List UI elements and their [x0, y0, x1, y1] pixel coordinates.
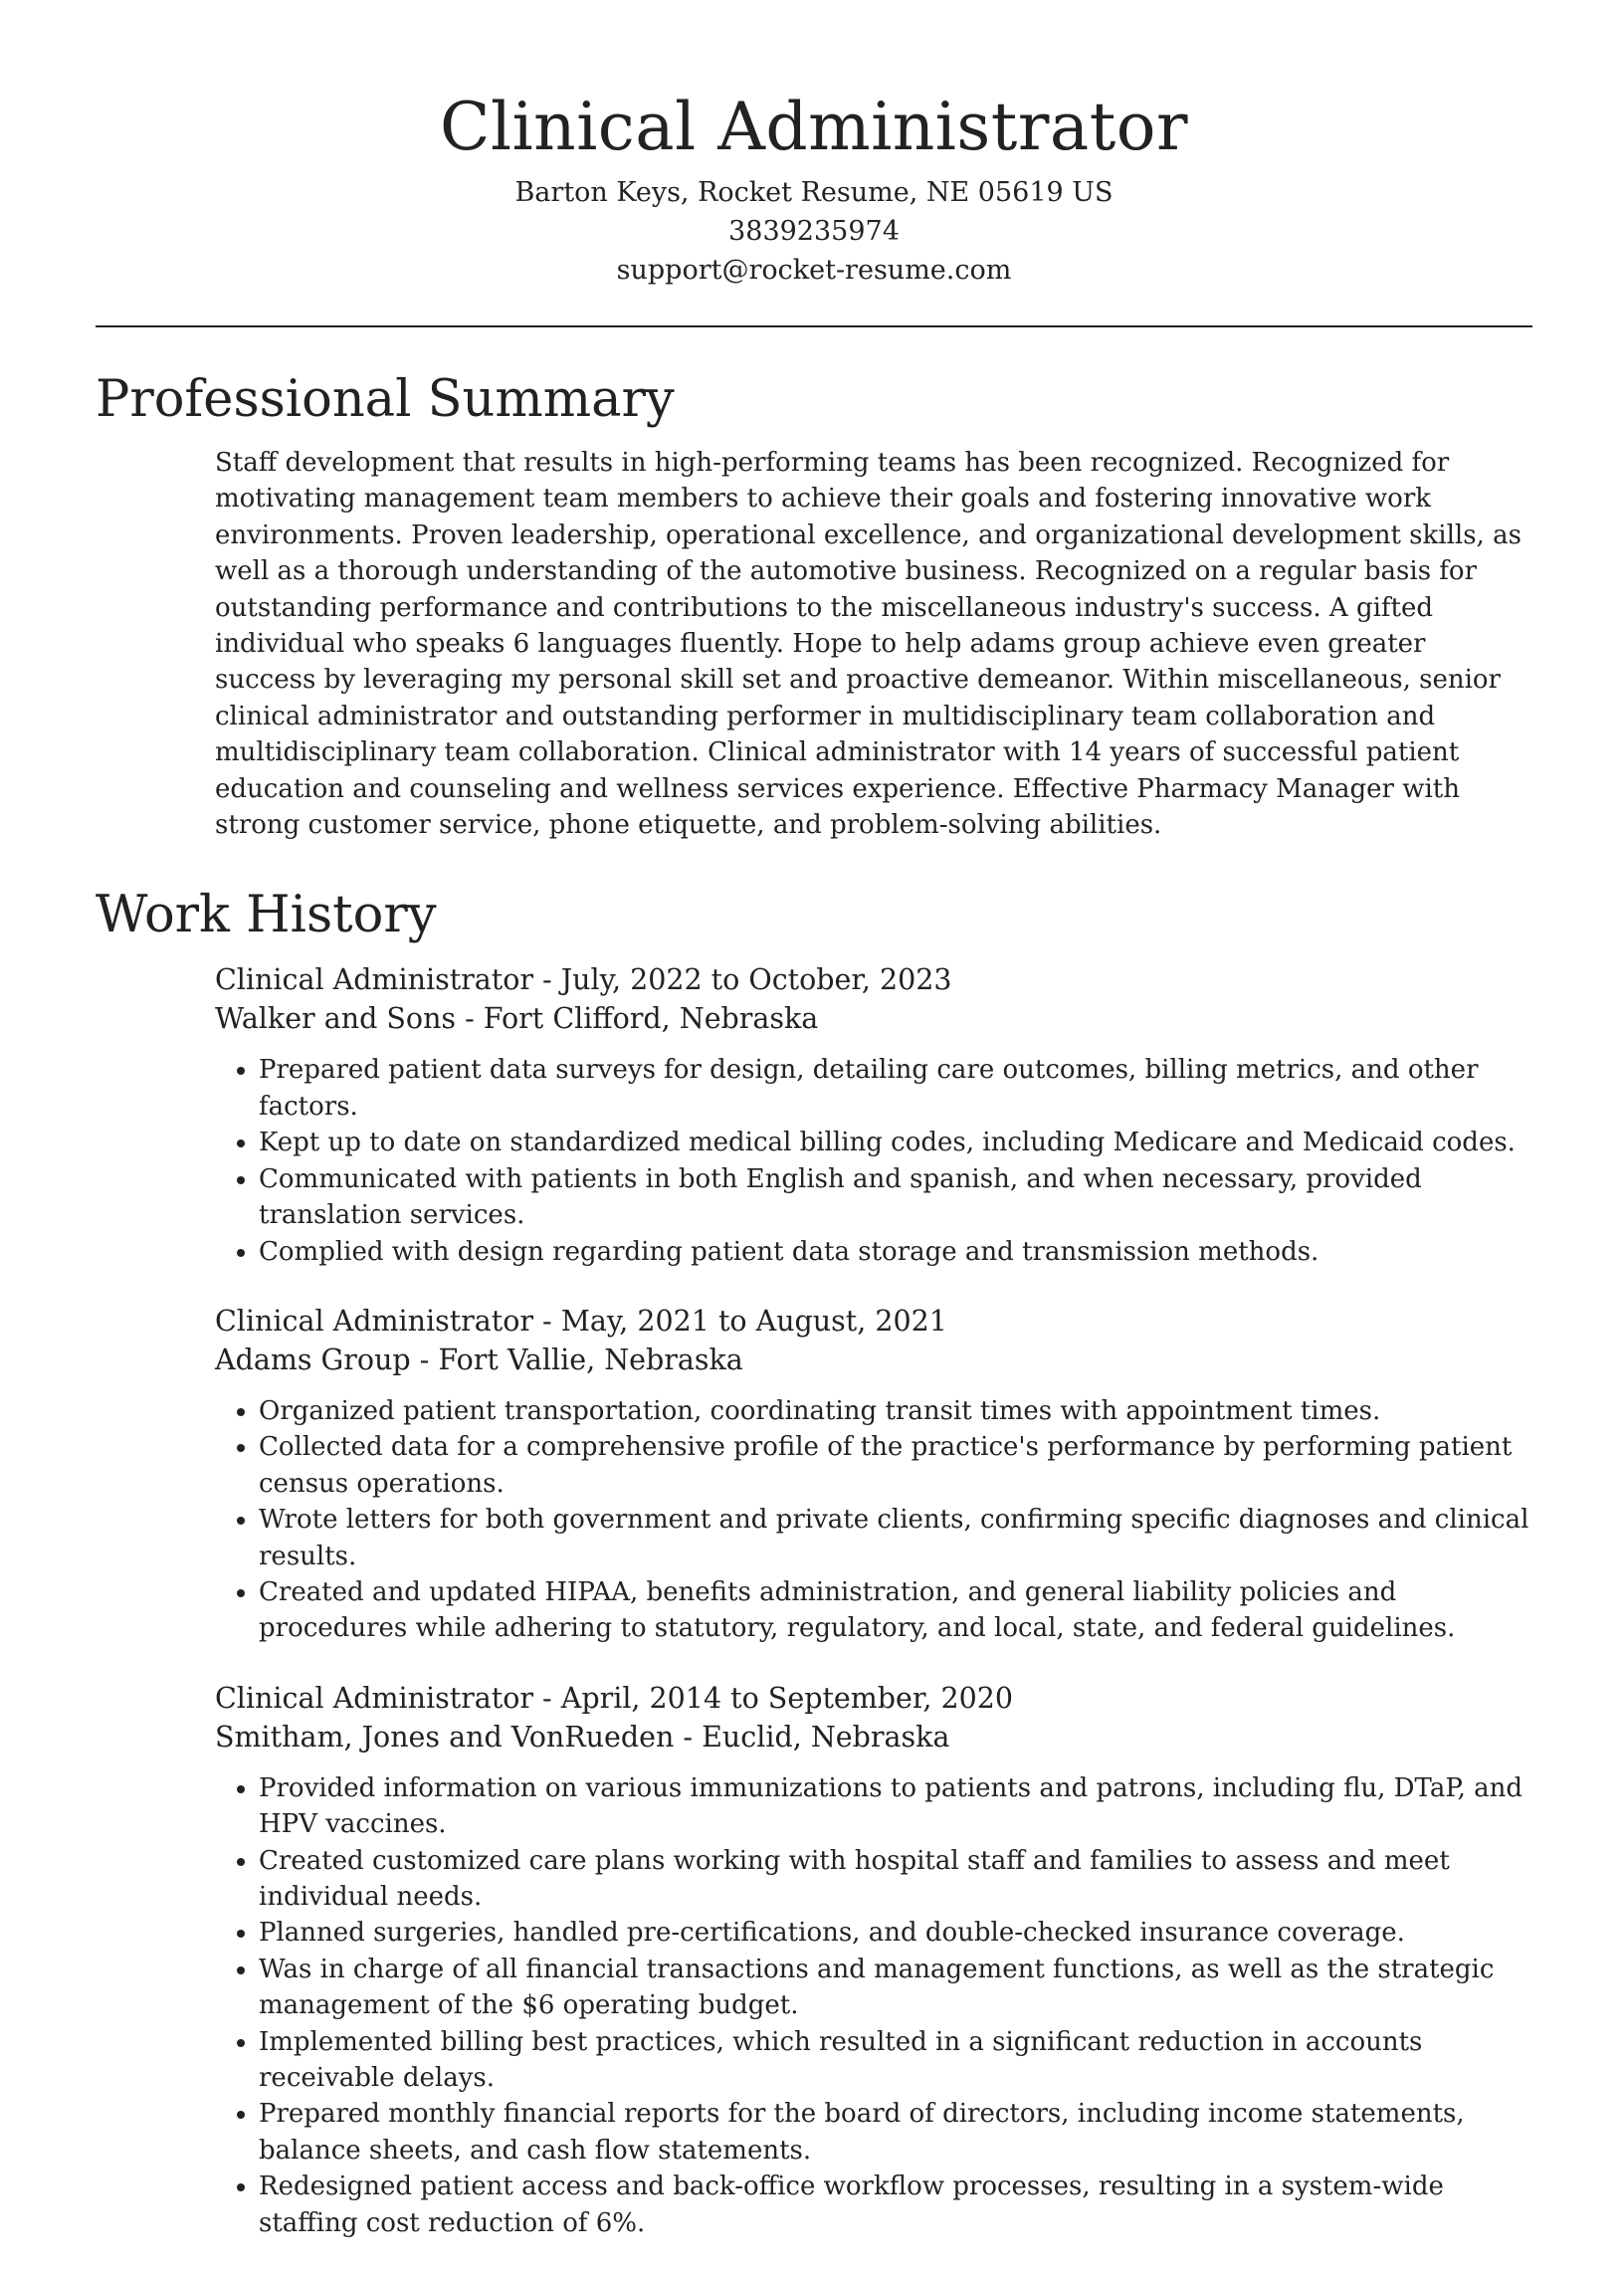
work-history-section: [215, 960, 1532, 2241]
job-entry-1: [215, 960, 1532, 1269]
list-item: • Created and updated HIPAA, benefits administration, and general liability policies and procedures while adhering to statutory, regulatory, and local, state, and federal guidelines.: [259, 1574, 1532, 1647]
list-item: • Redesigned patient access and back-office workflow processes, resulting in a system-wide staffing cost reduction of 6%.: [259, 2169, 1532, 2241]
job-bullets: [215, 1052, 1532, 1269]
job-role-line: [215, 960, 1532, 999]
job-company-line: [215, 1341, 1532, 1379]
job-location: - Fort Vallie, Nebraska: [410, 1343, 743, 1376]
resume-header: [96, 0, 1532, 290]
job-location: - Fort Clifford, Nebraska: [456, 1002, 819, 1036]
job-location: - Euclid, Nebraska: [674, 1720, 950, 1754]
job-entry-3: [215, 1679, 1532, 2241]
header-divider: [96, 325, 1532, 327]
list-item: • Organized patient transportation, coordinating transit times with appointment times.: [259, 1393, 1532, 1429]
contact-phone: 3839235974: [728, 216, 900, 247]
job-role-line: [215, 1302, 1532, 1341]
contact-address: Barton Keys, Rocket Resume, NE 05619 US: [514, 177, 1114, 208]
job-dates: - May, 2021 to August, 2021: [533, 1304, 947, 1338]
summary-heading: Professional Summary: [96, 370, 675, 429]
work-history-heading: Work History: [96, 886, 437, 945]
job-role-line: [215, 1679, 1532, 1718]
candidate-title: Clinical Administrator: [439, 89, 1189, 165]
list-item: • Collected data for a comprehensive profile of the practice's performance by performing patient census operations.: [259, 1429, 1532, 1502]
summary-section: [215, 445, 1532, 843]
job-company-line: [215, 1718, 1532, 1756]
list-item: • Implemented billing best practices, which resulted in a significant reduction in accounts receivable delays.: [259, 2024, 1532, 2097]
job-role: Clinical Administrator: [215, 963, 533, 997]
list-item: • Kept up to date on standardized medical billing codes, including Medicare and Medicaid codes.: [259, 1125, 1532, 1160]
job-company-line: [215, 999, 1532, 1038]
job-company: Walker and Sons: [215, 1002, 457, 1036]
list-item: • Created customized care plans working with hospital staff and families to assess and meet individual needs.: [259, 1843, 1532, 1916]
job-dates: - April, 2014 to September, 2020: [533, 1681, 1014, 1715]
job-company: Adams Group: [215, 1343, 411, 1376]
job-bullets: [215, 1393, 1532, 1647]
list-item: • Wrote letters for both government and private clients, confirming specific diagnoses and clinical results.: [259, 1502, 1532, 1574]
job-role: Clinical Administrator: [215, 1681, 533, 1715]
contact-email: support@rocket-resume.com: [616, 255, 1012, 286]
list-item: • Complied with design regarding patient data storage and transmission methods.: [259, 1234, 1532, 1270]
job-bullets: [215, 1770, 1532, 2241]
list-item: • Was in charge of all financial transactions and management functions, as well as the strategic management of the $6 operating budget.: [259, 1952, 1532, 2024]
job-dates: - July, 2022 to October, 2023: [533, 963, 952, 997]
job-company: Smitham, Jones and VonRueden: [215, 1720, 675, 1754]
job-entry-2: [215, 1302, 1532, 1647]
resume-page: [96, 0, 1532, 2273]
list-item: • Prepared patient data surveys for design, detailing care outcomes, billing metrics, and other factors.: [259, 1052, 1532, 1125]
job-role: Clinical Administrator: [215, 1304, 533, 1338]
list-item: • Communicated with patients in both English and spanish, and when necessary, provided translation services.: [259, 1161, 1532, 1234]
list-item: • Prepared monthly financial reports for the board of directors, including income statements, balance sheets, and cash flow statements.: [259, 2096, 1532, 2169]
summary-text: Staff development that results in high-performing teams has been recognized. Recognized for motivating management team members to achieve their goals and fostering innovative work environments. Proven leadership, operational excellence, and organizational development skills, as well as a thorough understanding of the automotive business. Recognized on a regular basis for outstanding performance and contributions to the miscellaneous industry's success. A gifted individual who speaks 6 languages fluently. Hope to help adams group achieve even greater success by leveraging my personal skill set and proactive demeanor. Within miscellaneous, senior clinical administrator and outstanding performer in multidisciplinary team collaboration and multidisciplinary team collaboration. Clinical administrator with 14 years of successful patient education and counseling and wellness services experience. Effective Pharmacy Manager with strong customer service, phone etiquette, and problem-solving abilities.: [215, 448, 1522, 841]
list-item: • Provided information on various immunizations to patients and patrons, including flu, DTaP, and HPV vaccines.: [259, 1770, 1532, 1843]
list-item: • Planned surgeries, handled pre-certifications, and double-checked insurance coverage.: [259, 1915, 1532, 1951]
